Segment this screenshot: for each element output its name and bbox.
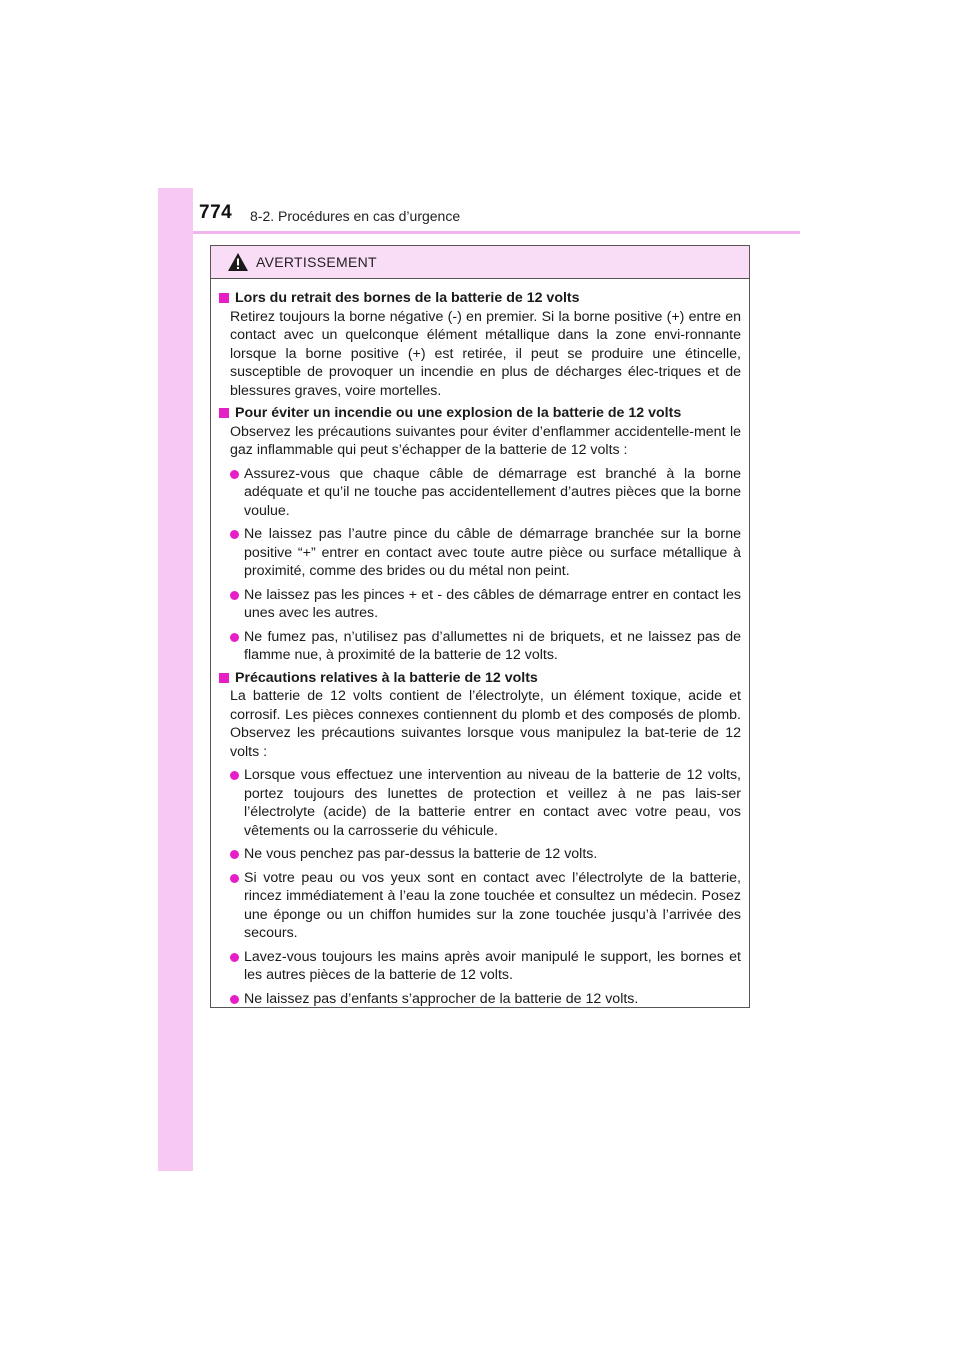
section-heading xyxy=(219,404,741,423)
list-item-text: Ne laissez pas l’autre pince du câble de démarrage branchée sur la borne positive “+” entrer en contact avec toute autre pièce ou surface métallique à proximité, comme des brides ou du métal non peint. xyxy=(244,526,741,579)
square-bullet-icon xyxy=(219,408,229,418)
square-bullet-icon xyxy=(219,293,229,303)
list-item xyxy=(230,869,741,943)
warning-section-battery-precautions xyxy=(219,669,741,1009)
section-heading xyxy=(219,669,741,688)
list-item xyxy=(230,990,741,1009)
round-bullet-icon xyxy=(230,591,239,600)
warning-box xyxy=(210,245,750,1008)
list-item-text: Assurez-vous que chaque câble de démarrage est branché à la borne adéquate et qu’il ne touche pas accidentellement d’autres pièces que la borne voulue. xyxy=(244,465,741,519)
round-bullet-icon xyxy=(230,633,239,642)
round-bullet-icon xyxy=(230,470,239,479)
list-item-text: Ne fumez pas, n’utilisez pas d’allumettes ni de briquets, et ne laissez pas de flamme nue, à proximité de la batterie de 12 volts. xyxy=(244,628,741,663)
warning-section-battery-removal xyxy=(219,289,741,400)
round-bullet-icon xyxy=(230,874,239,883)
round-bullet-icon xyxy=(230,850,239,859)
section-paragraph: Observez les précautions suivantes pour éviter d’enflammer accidentelle-ment le gaz inflammable qui peut s’échapper de la batterie de 12 volts : xyxy=(230,423,741,458)
page-number: 774 xyxy=(199,202,233,223)
list-item xyxy=(230,948,741,985)
warning-body xyxy=(211,279,749,1008)
round-bullet-icon xyxy=(230,530,239,539)
list-item-text: Ne laissez pas les pinces + et - des câbles de démarrage entrer en contact les unes avec les autres. xyxy=(244,586,741,621)
list-item xyxy=(230,525,741,581)
chapter-side-band xyxy=(158,188,193,1171)
list-item xyxy=(230,628,741,665)
header-divider xyxy=(193,231,800,234)
section-heading-text: Pour éviter un incendie ou une explosion de la batterie de 12 volts xyxy=(235,405,682,421)
round-bullet-icon xyxy=(230,995,239,1004)
list-item xyxy=(230,465,741,521)
section-heading-text: Précautions relatives à la batterie de 12 volts xyxy=(235,669,538,686)
round-bullet-icon xyxy=(230,771,239,780)
list-item-text: Ne vous penchez pas par-dessus la batterie de 12 volts. xyxy=(244,846,598,862)
section-paragraph: Retirez toujours la borne négative (-) en premier. Si la borne positive (+) entre en contact avec un quelconque élément métallique dans la zone envi-ronnante lorsque la borne positive (+) est retirée, il peut se produire une étincelle, susceptible de provoquer un incendie en plus de décharges élec-triques et de blessures graves, voire mortelles. xyxy=(230,308,741,399)
square-bullet-icon xyxy=(219,673,229,683)
warning-title: AVERTISSEMENT xyxy=(256,254,377,270)
list-item xyxy=(230,586,741,623)
list-item-text: Si votre peau ou vos yeux sont en contact avec l’électrolyte de la batterie, rincez immédiatement à l’eau la zone touchée et consultez un médecin. Posez une éponge ou un chiffon humides sur la zone touchée jusqu’à l’arrivée des secours. xyxy=(244,869,741,941)
round-bullet-icon xyxy=(230,953,239,962)
warning-triangle-icon xyxy=(227,252,249,272)
list-item xyxy=(230,845,741,864)
list-item xyxy=(230,766,741,840)
warning-header xyxy=(211,246,749,279)
section-heading xyxy=(219,289,741,308)
list-item-text: Ne laissez pas d’enfants s’approcher de la batterie de 12 volts. xyxy=(244,990,639,1007)
list-item-text: Lorsque vous effectuez une intervention au niveau de la batterie de 12 volts, portez toujours des lunettes de protection et veillez à ne pas lais-ser l’électrolyte (acide) de la batterie entrer en contact avec votre peau, vos vêtements ou la carrosserie du véhicule. xyxy=(244,767,741,839)
section-paragraph: La batterie de 12 volts contient de l’électrolyte, un élément toxique, acide et corrosif. Les pièces connexes contiennent du plomb et des composés de plomb. Observez les précautions suivantes lorsque vous manipulez la bat-terie de 12 volts : xyxy=(230,688,741,760)
list-item-text: Lavez-vous toujours les mains après avoir manipulé le support, les bornes et les autres pièces de la batterie de 12 volts. xyxy=(244,948,741,983)
section-title: 8-2. Procédures en cas d’urgence xyxy=(250,208,461,224)
warning-section-fire-explosion xyxy=(219,404,741,665)
section-heading-text: Lors du retrait des bornes de la batterie de 12 volts xyxy=(235,290,580,306)
